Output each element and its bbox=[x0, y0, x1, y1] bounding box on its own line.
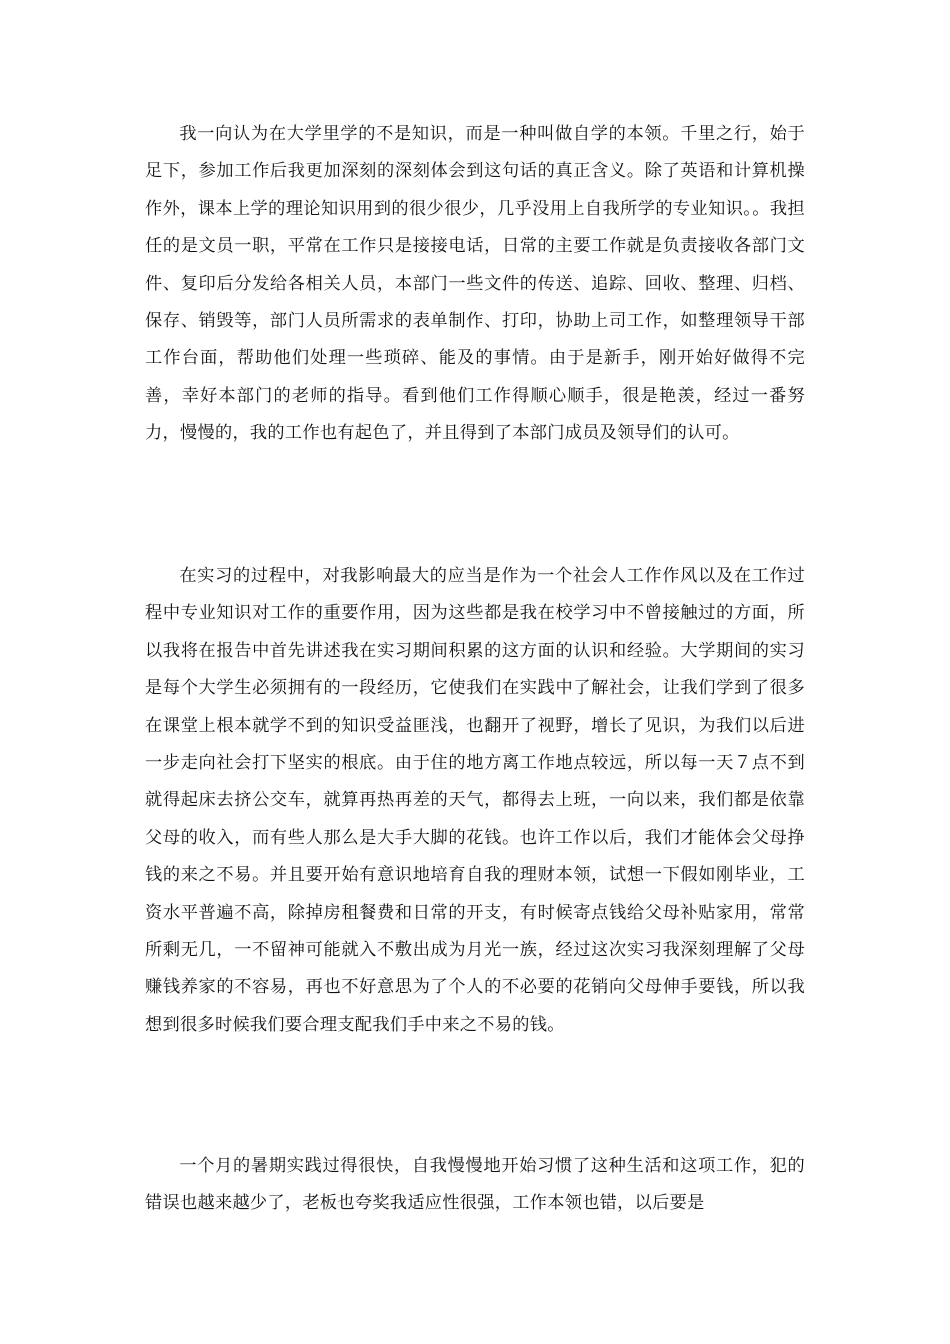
paragraph-1: 我一向认为在大学里学的不是知识，而是一种叫做自学的本领。千里之行，始于足下，参加工作后我更加深刻的深刻体会到这句话的真正含义。除了英语和计算机操作外，课本上学的理论知识用到的很少很少，几乎没用上自我所学的专业知识。。我担任的是文员一职，平常在工作只是接接电话，日常的主要工作就是负责接收各部门文件、复印后分发给各相关人员，本部门一些文件的传送、追踪、回收、整理、归档、保存、销毁等，部门人员所需求的表单制作、打印，协助上司工作，如整理领导干部工作台面，帮助他们处理一些琐碎、能及的事情。由于是新手，刚开始好做得不完善，幸好本部门的老师的指导。看到他们工作得顺心顺手，很是艳羡，经过一番努力，慢慢的，我的工作也有起色了，并且得到了本部门成员及领导们的认可。 bbox=[145, 124, 805, 444]
paragraph-3: 一个月的暑期实践过得很快，自我慢慢地开始习惯了这种生活和这项工作，犯的错误也越来越少了，老板也夸奖我适应性很强，工作本领也错，以后要是 bbox=[145, 1156, 805, 1214]
paragraph-2: 在实习的过程中，对我影响最大的应当是作为一个社会人工作作风以及在工作过程中专业知识对工作的重要作用，因为这些都是我在校学习中不曾接触过的方面，所以我将在报告中首先讲述我在实习期间积累的这方面的认识和经验。大学期间的实习是每个大学生必须拥有的一段经历，它使我们在实践中了解社会，让我们学到了很多在课堂上根本就学不到的知识受益匪浅，也翻开了视野，增长了见识，为我们以后进一步走向社会打下坚实的根底。由于住的地方离工作地点较远，所以每一天７点不到就得起床去挤公交车，就算再热再差的天气，都得去上班，一向以来，我们都是依靠父母的收入，而有些人那么是大手大脚的花钱。也许工作以后，我们才能体会父母挣钱的来之不易。并且要开始有意识地培育自我的理财本领，试想一下假如刚毕业，工资水平普遍不高，除掉房租餐费和日常的开支，有时候寄点钱给父母补贴家用，常常所剩无几，一不留神可能就入不敷出成为月光一族，经过这次实习我深刻理解了父母赚钱养家的不容易，再也不好意思为了个人的不必要的花销向父母伸手要钱，所以我想到很多时候我们要合理支配我们手中来之不易的钱。 bbox=[145, 566, 805, 1035]
